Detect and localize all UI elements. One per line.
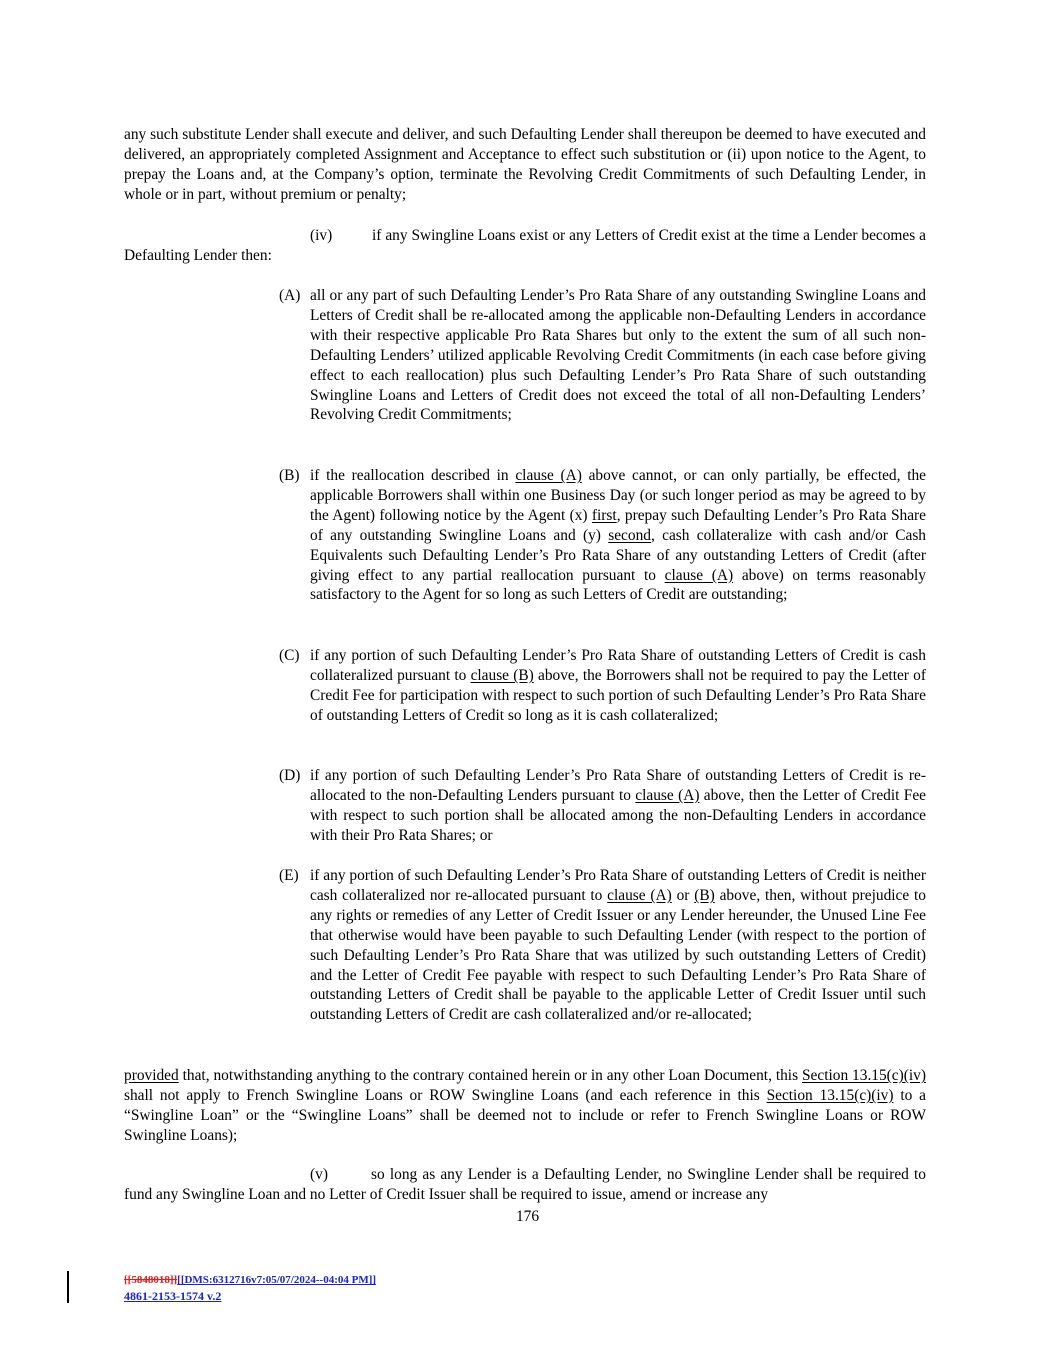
clause-a-reference: clause (A): [515, 467, 582, 484]
clause-a-reference: clause (A): [664, 566, 734, 584]
clause-a-reference: clause (A): [635, 786, 700, 804]
subclause-a-label: (A): [279, 287, 301, 304]
paragraph-substitute-lender: any such substitute Lender shall execute and deliver, and such Defaulting Lender shall thereupon be deemed to have executed and delivered, an appropriately completed Assignment and Acceptance to effect such substitution or (ii) upon notice to the Agent, to prepay the Loans and, at the Company’s option, terminate the Revolving Credit Commitments of such Defaulting Lender, in whole or in part, without premium or penalty;: [124, 126, 926, 203]
text-run: if the reallocation described in: [310, 467, 516, 484]
paragraph-iv: [124, 226, 926, 266]
document-footer: [124, 1274, 376, 1304]
page-number: 176: [515, 1208, 540, 1225]
dms-reference-line: [124, 1274, 376, 1286]
subclause-b: [279, 466, 926, 605]
subclause-d: [279, 766, 926, 846]
inserted-reference: [[DMS:6312716v7:05/07/2024--04:04 PM]]: [177, 1274, 377, 1286]
text-run: above cannot, or can only partially, be effected, the applicable Borrowers shall within one Business Day (or such longer period as may be agreed to by the Agent) following notice by the Agent (x): [310, 467, 926, 524]
first-term: first: [591, 506, 617, 524]
subclause-a-text: all or any part of such Defaulting Lender’s Pro Rata Share of any outstanding Swingline Loans and Letters of Credit shall be re-allocated among the applicable non-Defaulting Lenders in accordance with their respective applicable Pro Rata Shares but only to the extent the sum of all such non-Defaulting Lenders’ utilized applicable Revolving Credit Commitments (in each case before giving effect to each reallocation) plus such Defaulting Lender’s Pro Rata Share of such outstanding Swingline Loans and Letters of Credit does not exceed the total of all non-Defaulting Lenders’ Revolving Credit Commitments;: [310, 287, 926, 424]
text-run: above, then, without prejudice to any rights or remedies of any Letter of Credit Issuer or any Lender hereunder, the Unused Line Fee that otherwise would have been payable to such Defaulting Lender (with respect to the portion of such Defaulting Lender’s Pro Rata Share that was utilized by such outstanding Letters of Credit) and the Letter of Credit Fee payable with respect to such Defaulting Lender’s Pro Rata Share of outstanding Letters of Credit shall be payable to the applicable Letter of Credit Issuer until such outstanding Letters of Credit are cash collateralized and/or re-allocated;: [310, 886, 926, 1024]
subclause-e: [279, 866, 926, 1025]
document-id: 4861-2153-1574 v.2: [124, 1289, 222, 1303]
text-run: above, the Borrowers shall not be required to pay the Letter of Credit Fee for participation with respect to such portion of such Defaulting Lender’s Pro Rata Share of outstanding Letters of Credit so long as it is cash collateralized;: [310, 666, 926, 724]
text-run: to a “Swingline Loan” or the “Swingline Loans” shall be deemed not to include or refer to French Swingline Loans or ROW Swingline Loans);: [124, 1086, 926, 1144]
clause-v-text: so long as any Lender is a Defaulting Lender, no Swingline Lender shall be required to fund any Swingline Loan and no Letter of Credit Issuer shall be required to issue, amend or increase any: [124, 1166, 926, 1203]
clause-a-reference: clause (A): [607, 886, 672, 904]
text-run: if any portion of such Defaulting Lender’s Pro Rata Share of outstanding Letters of Credit is cash collateralized pursuant to: [310, 647, 926, 684]
section-reference: Section 13.15(c)(iv): [801, 1067, 926, 1084]
clause-number-v: (v): [310, 1166, 328, 1183]
subclause-e-text: [310, 866, 926, 1025]
text-run: if any portion of such Defaulting Lender’s Pro Rata Share of outstanding Letters of Credit is re-allocated to the non-Defaulting Lenders pursuant to: [310, 767, 926, 804]
text-run: if any portion of such Defaulting Lender’s Pro Rata Share of outstanding Letters of Credit is neither cash collateralized nor re-allocated pursuant to: [310, 867, 926, 904]
text-run: above) on terms reasonably satisfactory to the Agent for so long as such Letters of Credit are outstanding;: [310, 566, 926, 604]
text-run: , cash collateralize with cash and/or Cash Equivalents such Defaulting Lender’s Pro Rata Share of any outstanding Letters of Credit (after giving effect to any partial reallocation pursuant to: [310, 526, 926, 584]
subclause-c: [279, 646, 926, 726]
subclause-d-label: (D): [279, 767, 301, 784]
paragraph-v: [124, 1165, 926, 1205]
text-run: , prepay such Defaulting Lender’s Pro Rata Share of any outstanding Swingline Loans and (y): [310, 506, 926, 544]
clause-iv-text: if any Swingline Loans exist or any Letters of Credit exist at the time a Lender becomes a Defaulting Lender then:: [124, 227, 926, 264]
provided-term: provided: [124, 1067, 179, 1084]
text-run: or: [671, 886, 695, 904]
change-bar: [67, 1271, 69, 1303]
second-term: second: [608, 526, 651, 544]
deleted-reference: [[5848018]]: [124, 1274, 178, 1286]
subclause-c-label: (C): [279, 647, 300, 664]
subclause-b-text: [310, 466, 926, 605]
subclause-d-text: [310, 766, 926, 846]
text-run: that, notwithstanding anything to the contrary contained herein or in any other Loan Document, this: [178, 1067, 802, 1084]
clause-b-reference: (B): [694, 886, 715, 904]
text-run: shall not apply to French Swingline Loans or ROW Swingline Loans (and each reference in this: [124, 1086, 767, 1104]
clause-number-iv: (iv): [310, 227, 333, 244]
clause-b-reference: clause (B): [470, 666, 534, 684]
section-reference: Section 13.15(c)(iv): [766, 1086, 894, 1104]
subclause-b-label: (B): [279, 467, 300, 484]
text-run: above, then the Letter of Credit Fee with respect to such portion shall be allocated among the non-Defaulting Lenders in accordance with their Pro Rata Shares; or: [310, 786, 926, 844]
proviso-paragraph: [124, 1066, 926, 1146]
subclause-c-text: [310, 646, 926, 726]
subclause-a: [279, 286, 926, 425]
subclause-e-label: (E): [279, 867, 299, 884]
